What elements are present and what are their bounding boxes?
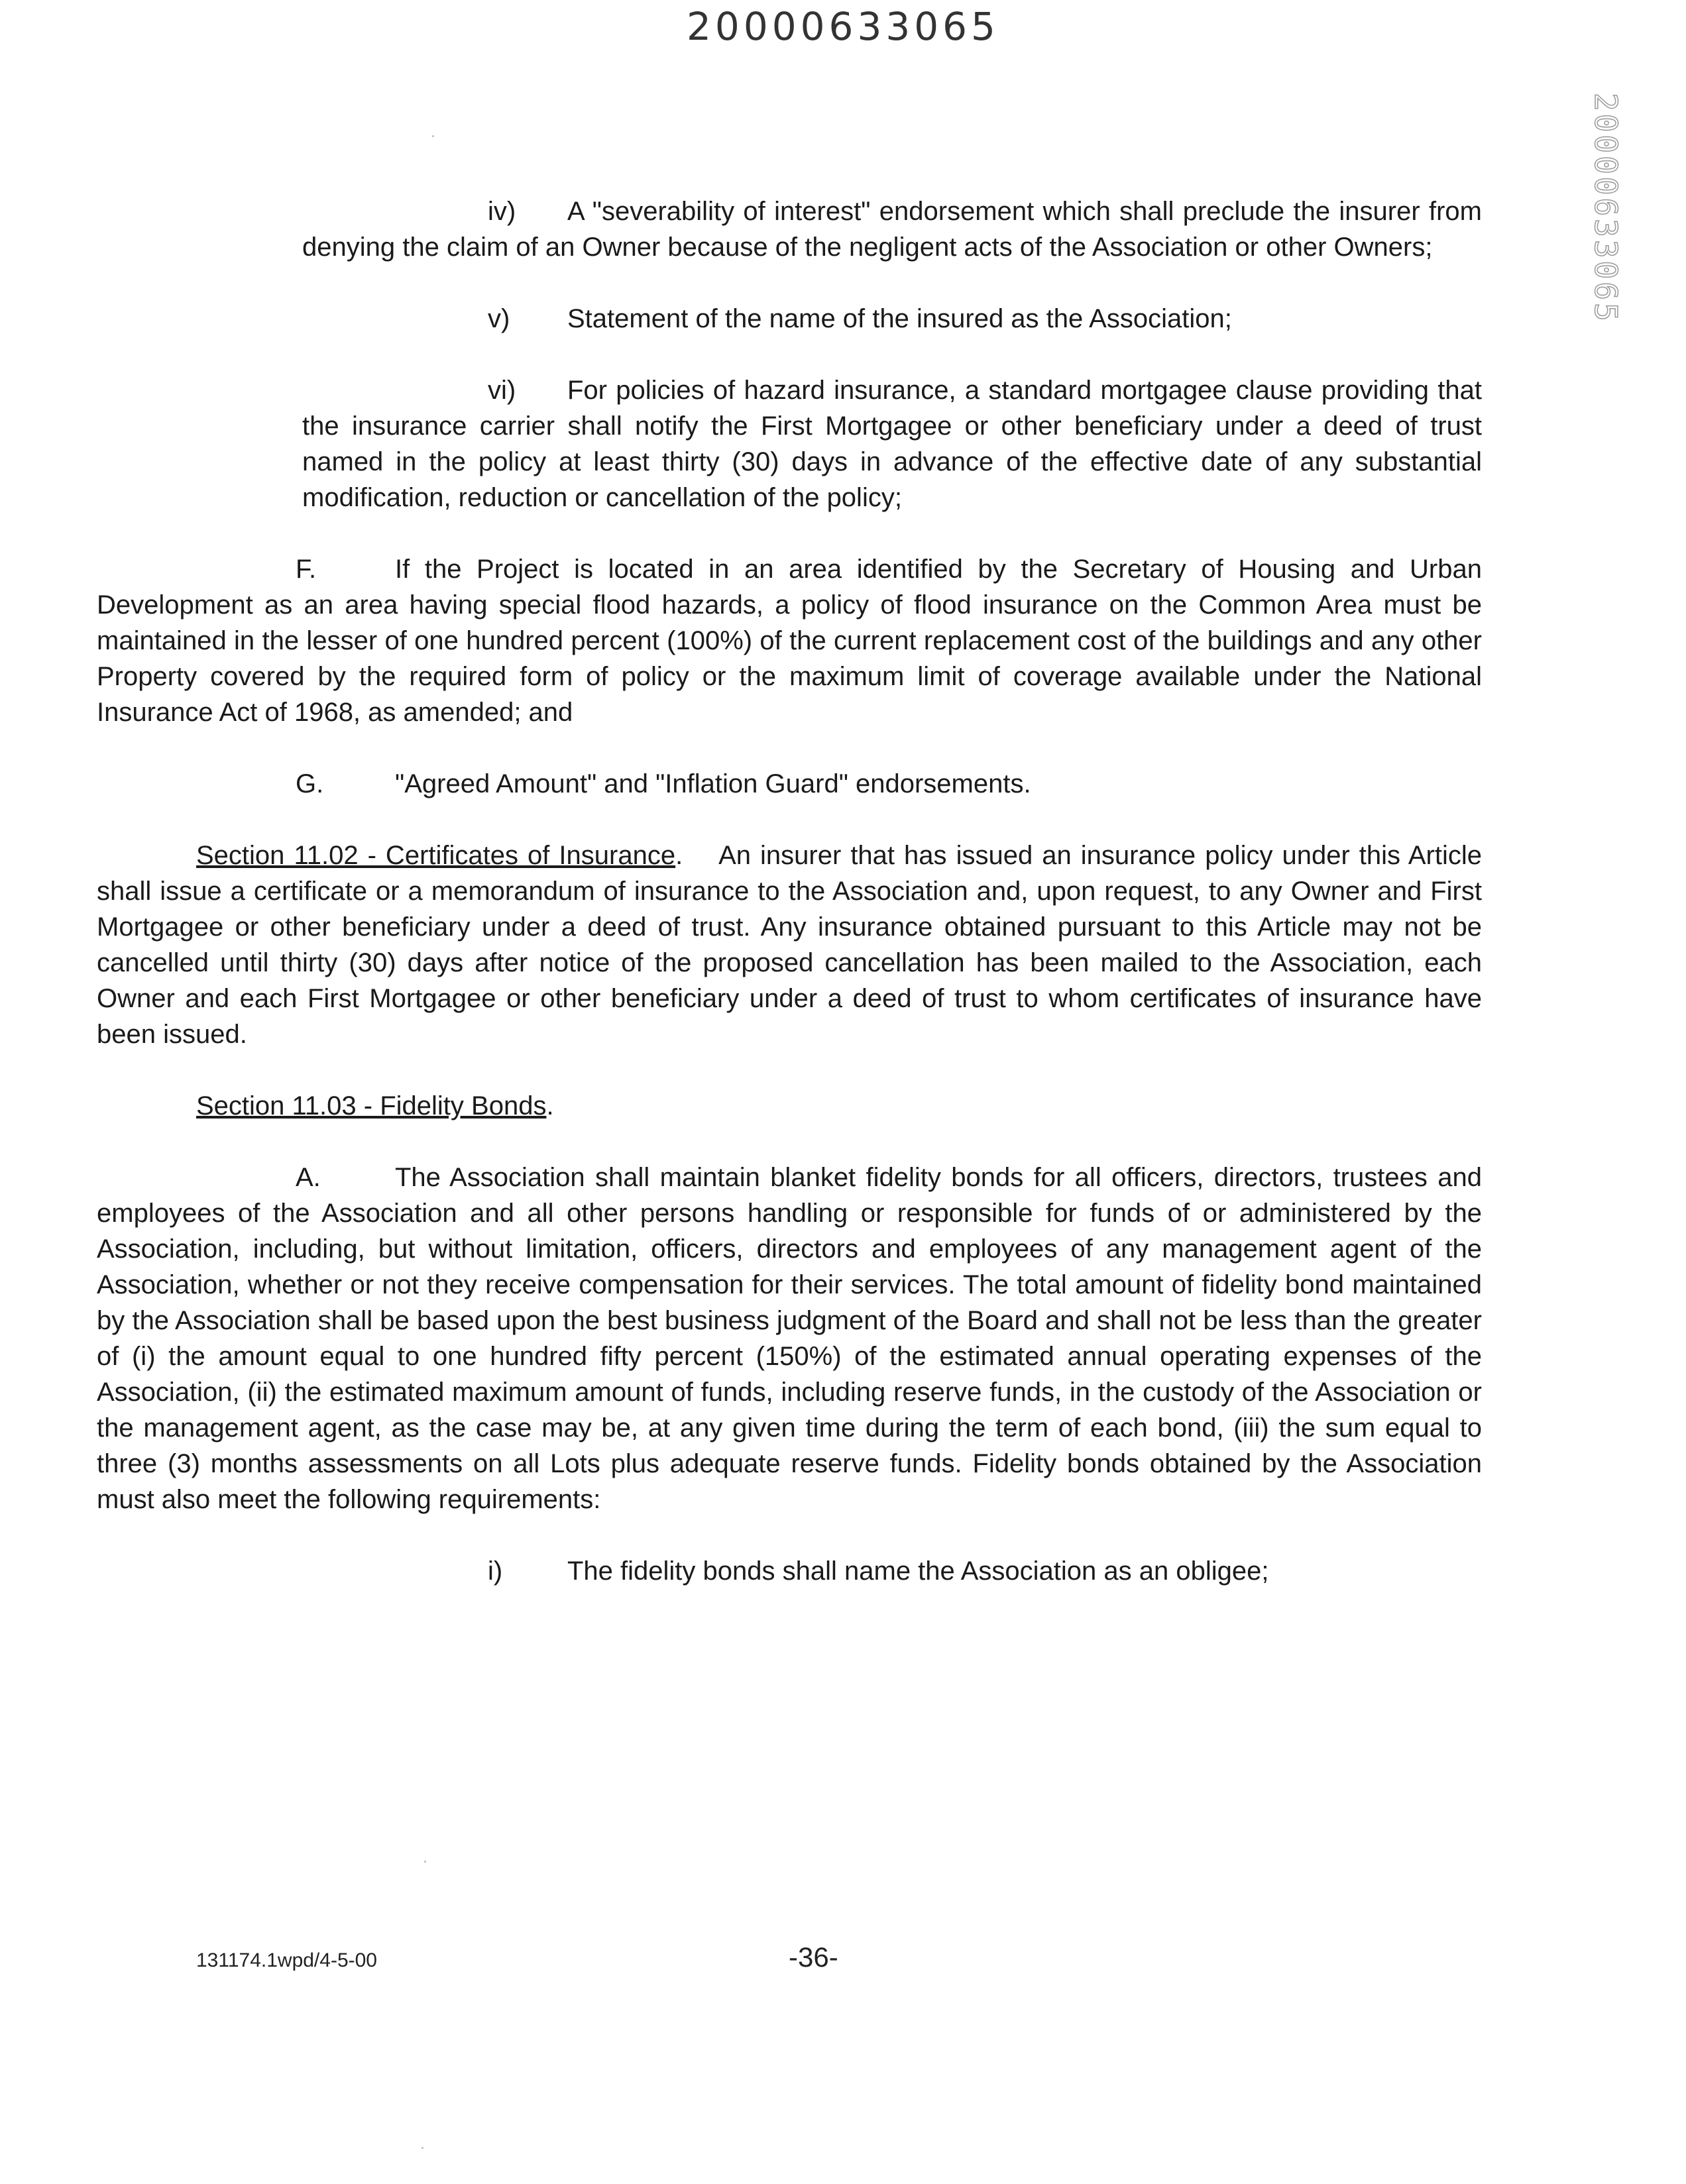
item-F	[97, 551, 1482, 730]
item-A-text: The Association shall maintain blanket fidelity bonds for all officers, directors, trustees and employees of the Association and all other persons handling or responsible for funds of or administered by the Association, including, but without limitation, officers, directors and employees of any management agent of the Association, whether or not they receive compensation for their services. The total amount of fidelity bond maintained by the Association shall be based upon the best business judgment of the Board and shall not be less than the greater of (i) the amount equal to one hundred fifty percent (150%) of the estimated annual operating expenses of the Association, (ii) the estimated maximum amount of funds, including reserve funds, in the custody of the Association or the management agent, as the case may be, at any given time during the term of each bond, (iii) the sum equal to three (3) months assessments on all Lots plus adequate reserve funds. Fidelity bonds obtained by the Association must also meet the following requirements:	[97, 1163, 1482, 1514]
scan-speck	[432, 135, 434, 137]
section-11-03-heading-line: Section 11.03 - Fidelity Bonds.	[196, 1091, 554, 1120]
section-11-03-heading: Section 11.03 - Fidelity Bonds	[196, 1091, 547, 1120]
item-i	[488, 1553, 1482, 1589]
section-11-02-text: An insurer that has issued an insurance policy under this Article shall issue a certificate or a memorandum of insurance to the Association and, upon request, to any Owner and First Mortgagee or other beneficiary under a deed of trust. Any insurance obtained pursuant to this Article may not be cancelled until thirty (30) days after notice of the proposed cancellation has been mailed to the Association, each Owner and each First Mortgagee or other beneficiary under a deed of trust to whom certificates of insurance have been issued.	[97, 841, 1483, 1049]
item-vi-label: vi)	[488, 376, 516, 405]
item-i-label: i)	[488, 1556, 503, 1586]
scan-speck	[424, 1861, 426, 1863]
item-iv-label: iv)	[488, 197, 516, 226]
item-F-label: F.	[296, 555, 317, 584]
item-iv	[196, 193, 1482, 265]
section-11-02: Section 11.02 - Certificates of Insurance. An insurer that has issued an insurance policy under this Article shall issue a certificate or a memorandum of insurance to the Association and, upon request, to any Owner and First Mortgagee or other beneficiary under a deed of trust. Any insurance obtained pursuant to this Article may not be cancelled until thirty (30) days after notice of the proposed cancellation has been mailed to the Association, each Owner and each First Mortgagee or other beneficiary under a deed of trust to whom certificates of insurance have been issued.	[97, 841, 1483, 1049]
item-G-text: "Agreed Amount" and "Inflation Guard" endorsements.	[395, 769, 1031, 798]
document-number: 20000633065	[687, 4, 999, 49]
item-A	[97, 1160, 1482, 1517]
side-stamp: 20000633065	[1588, 93, 1624, 324]
document-body	[97, 193, 1483, 1589]
item-G-label: G.	[296, 769, 324, 798]
item-i-text: The fidelity bonds shall name the Association as an obligee;	[567, 1556, 1269, 1586]
item-F-text: If the Project is located in an area identified by the Secretary of Housing and Urban Development as an area having special flood hazards, a policy of flood insurance on the Common Area must be maintained in the lesser of one hundred percent (100%) of the current replacement cost of the buildings and any other Property covered by the required form of policy or the maximum limit of coverage available under the National Insurance Act of 1968, as amended; and	[97, 555, 1482, 727]
item-vi	[196, 372, 1482, 516]
item-vi-text: For policies of hazard insurance, a standard mortgagee clause providing that the insurance carrier shall notify the First Mortgagee or other beneficiary under a deed of trust named in the policy at least thirty (30) days in advance of the effective date of any substantial modification, reduction or cancellation of the policy;	[302, 376, 1482, 512]
item-v	[488, 301, 1482, 337]
scan-speck	[422, 2147, 423, 2149]
footer-document-id: 131174.1wpd/4-5-00	[196, 1949, 377, 1971]
item-G	[97, 766, 1482, 802]
item-v-text: Statement of the name of the insured as the Association;	[567, 304, 1232, 333]
section-11-02-heading: Section 11.02 - Certificates of Insurance	[196, 841, 676, 870]
item-A-label: A.	[296, 1163, 321, 1192]
item-iv-text: A "severability of interest" endorsement which shall preclude the insurer from denying the claim of an Owner because of the negligent acts of the Association or other Owners;	[302, 197, 1482, 262]
item-v-label: v)	[488, 304, 510, 333]
page-number: -36-	[789, 1941, 838, 1973]
